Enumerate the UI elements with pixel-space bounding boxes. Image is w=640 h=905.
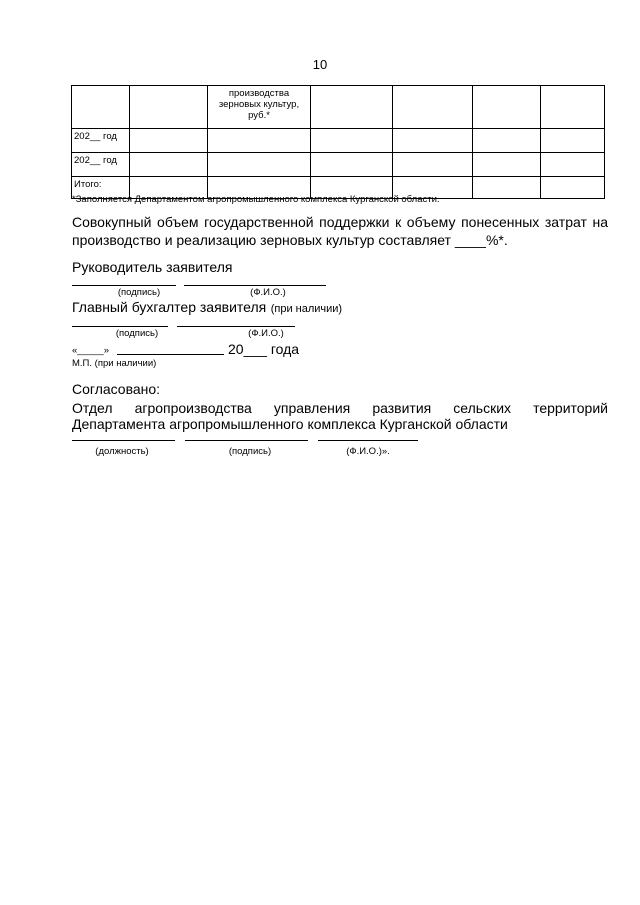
signature-line	[72, 285, 176, 286]
date-year: 20___ года	[228, 341, 300, 357]
table-row	[72, 153, 605, 177]
position-caption: (должность)	[95, 446, 149, 457]
chief-accountant-block	[72, 299, 342, 317]
signature-caption: (подпись)	[115, 328, 159, 339]
table-header-cell: производства зерновых культур, руб.*	[208, 86, 311, 129]
signature-caption: (подпись)	[117, 287, 161, 298]
agreed-line-2: Департамента агропромышленного комплекса Курганской области	[72, 416, 508, 432]
row-label: 202__ год	[72, 129, 130, 153]
chief-accountant-title: Главный бухгалтер заявителя	[72, 299, 267, 315]
agreed-line-1: Отдел агропроизводства управления развития сельских территорий	[72, 400, 608, 416]
stamp-note: М.П. (при наличии)	[72, 358, 157, 369]
position-line	[72, 440, 175, 441]
name-line	[184, 285, 326, 286]
signature-line	[185, 440, 308, 441]
applicant-head-title: Руководитель заявителя	[72, 259, 233, 275]
summary-paragraph	[72, 213, 608, 249]
summary-text: Совокупный объем государственной поддержки к объему понесенных затрат на производство и реализацию зерновых культур составляет	[72, 214, 608, 248]
name-caption: (Ф.И.О.)	[248, 328, 284, 339]
page-number: 10	[312, 57, 328, 72]
footnote: *Заполняется Департаментом агропромышленного комплекса Курганской области.	[72, 194, 440, 205]
name-caption: (Ф.И.О.)».	[346, 446, 390, 457]
chief-accountant-note: (при наличии)	[270, 303, 343, 315]
table-header-row	[72, 86, 605, 129]
data-table	[71, 85, 605, 199]
row-label: 202__ год	[72, 153, 130, 177]
name-line	[318, 440, 418, 441]
table-row	[72, 129, 605, 153]
name-line	[177, 326, 295, 327]
signature-line	[72, 326, 168, 327]
row-label: Итого:	[72, 177, 130, 199]
name-caption: (Ф.И.О.)	[250, 287, 286, 298]
date-day: «_____»	[72, 345, 110, 356]
month-line	[117, 354, 224, 355]
agreed-title: Согласовано:	[72, 381, 161, 397]
summary-blank: ____%*.	[454, 232, 508, 248]
signature-caption: (подпись)	[228, 446, 272, 457]
